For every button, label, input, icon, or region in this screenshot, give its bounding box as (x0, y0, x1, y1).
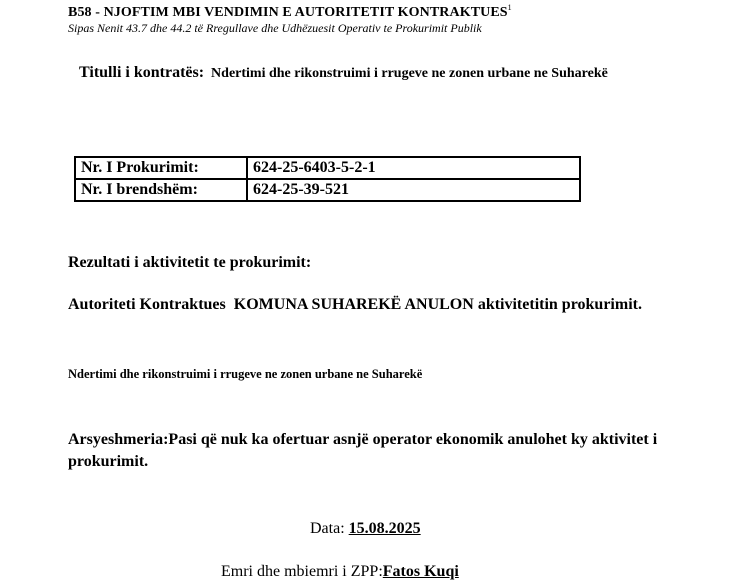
date-line (310, 520, 421, 538)
authority-decision (68, 294, 678, 316)
contract-title (79, 63, 665, 84)
notice-title (68, 3, 512, 21)
result-label: Rezultati i aktivitetit te prokurimit: (68, 254, 312, 271)
date-label: Data: (310, 520, 349, 537)
notice-subtitle: Sipas Nenit 43.7 dhe 44.2 të Rregullave dhe Udhëzuesit Operativ te Prokurimit Publik (68, 21, 482, 35)
official-name: Fatos Kuqi (382, 563, 459, 580)
official-label: Emri dhe mbiemri i ZPP: (221, 563, 383, 580)
contract-title-value: Ndertimi dhe rikonstruimi i rrugeve ne zonen urbane ne Suharekë (211, 66, 608, 81)
procurement-number-value: 624-25-6403-5-2-1 (247, 157, 580, 179)
activity-name: Ndertimi dhe rikonstruimi i rrugeve ne zonen urbane ne Suharekë (68, 367, 423, 381)
reference-table (74, 156, 581, 202)
authority-suffix: aktivitetitin prokurimit. (477, 296, 642, 313)
internal-number-value: 624-25-39-521 (247, 179, 580, 201)
authority-prefix: Autoriteti Kontraktues (68, 296, 234, 313)
procurement-number-label: Nr. I Prokurimit: (75, 157, 247, 179)
authority-name: KOMUNA SUHAREKË (233, 296, 402, 313)
internal-number-label: Nr. I brendshëm: (75, 179, 247, 201)
date-value: 15.08.2025 (348, 520, 421, 537)
reason-text: Arsyeshmeria:Pasi që nuk ka ofertuar asnjë operator ekonomik anulohet ky aktivitet i prokurimit. (68, 431, 658, 470)
table-row (75, 157, 580, 179)
official-line (221, 563, 459, 581)
footnote-mark: 1 (507, 3, 512, 12)
decision-word: ANULON (404, 296, 474, 313)
contract-title-label: Titulli i kontratës: (79, 64, 205, 81)
notice-title-text: B58 - NJOFTIM MBI VENDIMIN E AUTORITETIT KONTRAKTUES (68, 5, 508, 20)
table-row (75, 179, 580, 201)
